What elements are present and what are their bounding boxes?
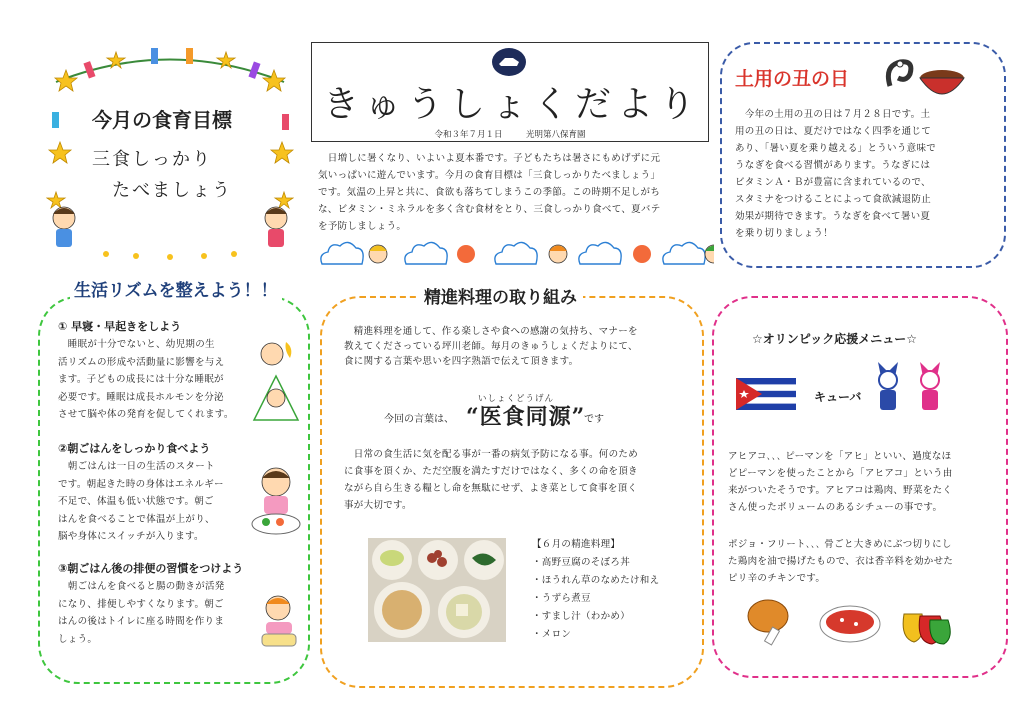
shojin-intro	[344, 324, 689, 369]
intro-line: 気いっぱいに遊んでいます。今月の食育目標は「三食しっかりたべましょう」	[318, 170, 661, 181]
school-emblem-icon	[491, 47, 527, 77]
goal-line-1: 三食しっかり	[92, 149, 212, 170]
menu-item: ・ほうれん草のなめたけ和え	[532, 575, 660, 586]
section-heading: ③朝ごはん後の排便の習慣をつけよう	[58, 562, 244, 575]
intro-line: です。気温の上昇と共に、食欲も落ちてしまうこの季節。この時期不足しがち	[318, 187, 661, 198]
menu-item: ・メロン	[532, 629, 572, 640]
pollo-frito-text	[728, 536, 1000, 587]
olympic-food-illustration	[744, 594, 954, 654]
eel-bowl-illustration	[880, 52, 970, 108]
section-line: 朝ごはんは一日の生活のスタート	[58, 461, 215, 472]
newsletter-title: きゅうしょくだより	[322, 84, 701, 125]
doyo-line: あり、「暑い夏を乗り越える」とういう意味で	[735, 143, 937, 154]
word-ruby: いしょくどうげん	[478, 394, 555, 404]
doyo-line: 用の丑の日は、夏だけではなく四季を通じて	[735, 126, 932, 137]
goal-line-2: たべましょう	[112, 180, 232, 201]
section-line: しょう。	[58, 633, 98, 645]
section-heading: ②朝ごはんをしっかり食べよう	[58, 442, 211, 455]
doyo-line: 効果が期待できます。うなぎを食べて暑い夏	[735, 211, 931, 222]
child-right-illustration	[265, 207, 287, 247]
section-line: 不足で、体温も低い状態です。朝ご	[58, 496, 214, 507]
doyo-line: 今年の土用の丑の日は７月２８日です。土	[735, 109, 931, 120]
shojin-line: ながら自ら生きる糧とし命を無駄にせず、よき菜として食事を頂く	[344, 483, 638, 494]
doyo-line: うなぎを食べる習慣があります。うなぎには	[735, 160, 931, 171]
doyo-line: ビタミンＡ・Ｂが豊富に含まれているので、	[735, 177, 931, 188]
section-line: 脳や身体にスイッチが入ります。	[58, 531, 204, 542]
ajiaco-text	[728, 448, 1000, 516]
intro-line: な、ビタミン・ミネラルを多く含む食材をとり、三食しっかり食べて、夏バテ	[318, 204, 661, 215]
section-line: はんを食べることで体温が上がり、	[58, 513, 215, 525]
cuba-flag-icon	[736, 378, 796, 414]
intro-text	[318, 150, 714, 235]
shojin-meal-photo	[368, 538, 506, 646]
olympic-line: どピーマンを使ったことから「アヒアコ」という由	[728, 468, 953, 479]
eating-child-illustration	[250, 464, 304, 542]
section-line: になり、排便しやすくなります。朝ご	[58, 598, 224, 610]
shojin-line: 日常の食生活に気を配る事が一番の病気予防になる事。何のため	[344, 449, 639, 460]
date-line	[311, 128, 709, 140]
school-name: 光明第八保育園	[525, 130, 586, 140]
doyo-text	[735, 106, 997, 242]
shojin-line: 精進料理を通して、作る楽しさや食への感謝の気持ち、マナーを	[344, 326, 638, 337]
olympic-title: ☆オリンピック応援メニュー☆	[752, 332, 918, 346]
issue-date: 令和３年７月１日	[434, 130, 503, 140]
doyo-line: を乗り切りましょう！	[735, 228, 834, 239]
section-line: 必要です。睡眠は成長ホルモンを分泌	[58, 391, 224, 403]
cloud-banner-illustration	[318, 236, 714, 272]
section-line: 朝ごはんを食べると腸の動きが活発	[58, 581, 225, 592]
child-left-illustration	[53, 207, 75, 247]
rhythm-title: 生活リズムを整えよう！！	[70, 276, 282, 301]
olympic-line: アヒアコ､､､ ピーマンを「アヒ」といい、過度なほ	[728, 451, 952, 462]
section-line: です。朝起きた時の身体はエネルギー	[58, 478, 224, 490]
shojin-line: 教えてくださっている坪川老師。毎月のきゅうしょくだよりにて、	[344, 341, 638, 352]
shojin-line: 事が大切です。	[344, 500, 412, 511]
doyo-line: スタミナをつけることによって食欲減退防止	[735, 194, 932, 205]
shojin-explanation	[344, 446, 689, 514]
olympic-line: た鶏肉を油で揚げたもので、衣は香辛料を効かせた	[728, 556, 954, 567]
word-suffix: です	[584, 414, 604, 425]
shojin-title: 精進料理の取り組み	[418, 283, 583, 308]
olympic-line: さん使ったボリュームのあるシチューの事です。	[728, 502, 943, 513]
word-prefix: 今回の言葉は、	[384, 414, 454, 425]
menu-title: 【６月の精進料理】	[532, 539, 621, 550]
intro-line: 日増しに暑くなり、いよいよ夏本番です。子どもたちは暑さにもめげずに元	[318, 153, 661, 164]
four-character-idiom: “医食同源”	[466, 404, 586, 430]
olympic-line: 来がついたそうです。アヒアコは鶏肉、野菜をたく	[728, 485, 953, 496]
intro-line: を予防しましょう。	[318, 221, 407, 232]
toilet-child-illustration	[256, 592, 304, 652]
june-menu	[532, 536, 659, 644]
shojin-line: 食に関する言葉や思いを四字熟語で伝えて頂きます。	[344, 356, 579, 367]
section-line: 活リズムの形成や活動量に影響を与え	[58, 356, 225, 368]
mascots-illustration	[870, 358, 954, 420]
doyo-title: 土用の丑の日	[735, 68, 850, 90]
olympic-line: ピリ辛のチキンです。	[728, 573, 826, 584]
olympic-line: ポジョ・フリート､､､ 骨ごと大きめにぶつ切りにし	[728, 539, 952, 550]
shojin-line: に食事を頂くか、ただ空腹を満たすだけではなく、多くの命を頂き	[344, 466, 638, 477]
section-line: 睡眠が十分でないと、幼児期の生	[58, 339, 215, 350]
menu-item: ・すまし汁（わかめ）	[532, 611, 631, 622]
menu-item: ・うずら煮豆	[532, 593, 591, 604]
section-line: はんの後はトイレに座る時間を作りま	[58, 616, 225, 627]
country-label: キューバ	[814, 390, 862, 404]
section-line: させて脳や体の発育を促してくれます。	[58, 409, 234, 420]
menu-item: ・高野豆腐のそぼろ丼	[532, 557, 631, 568]
section-line: ます。子どもの成長には十分な睡眠が	[58, 374, 224, 385]
section-heading: ① 早寝・早起きをしよう	[58, 320, 182, 333]
sleeping-child-illustration	[250, 336, 302, 426]
goal-title: 今月の食育目標	[92, 108, 232, 132]
